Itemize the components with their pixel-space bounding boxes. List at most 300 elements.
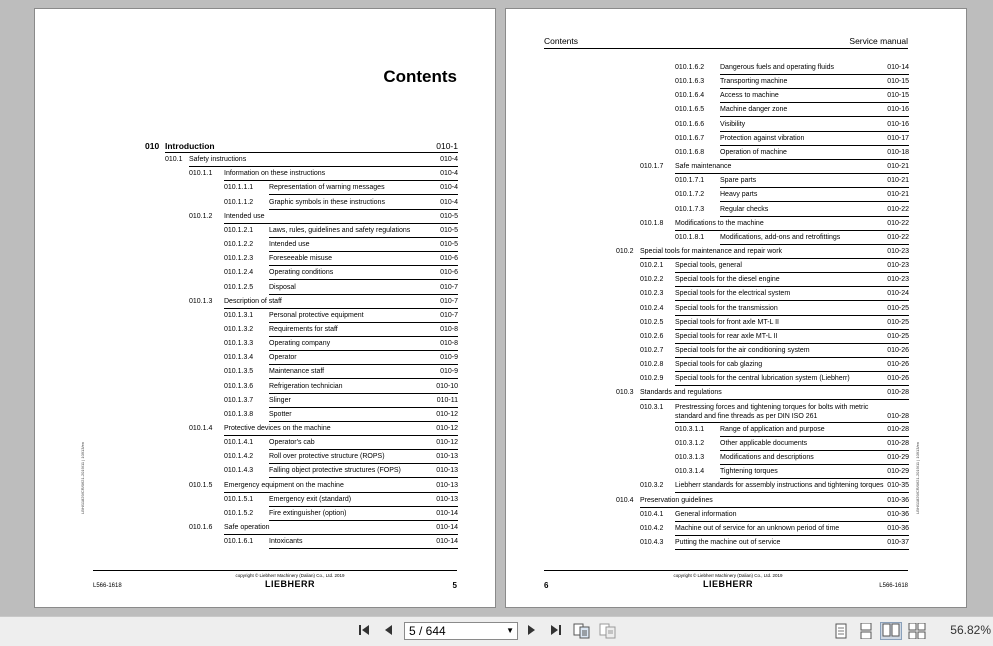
toc-entry[interactable] [675,204,909,218]
toc-entry-page: 010-8 [440,325,458,333]
vertical-note: LBH/11829/CR/0621-2019/11 | 10913/en [80,441,85,514]
toc-entry-number: 010.2.6 [640,332,664,340]
toc-entry-number: 010.1.4.1 [224,439,254,447]
toc-entry-number: 010.1.7 [640,163,664,171]
copyright-text: copyright © Liebherr Machinery (Dalian) Co., Ltd. 2019 [235,573,345,578]
toc-entry-rule [720,232,909,245]
toc-entry[interactable] [675,133,909,147]
toc-entry-title: Spare parts [720,177,757,185]
toc-entry-rule [224,296,458,309]
toc-entry-rule [224,423,458,436]
toc-entry-title: Information on these instructions [224,170,326,178]
toc-entry-number: 010.1.7.1 [675,177,705,185]
toc-entry-rule [269,225,458,238]
toc-entry[interactable] [675,452,909,466]
toc-entry-title: Operating conditions [269,269,334,277]
toc-entry-rule [640,246,909,259]
toc-entry-number: 010.1.6.4 [675,92,705,100]
toc-entry-rule [165,140,458,153]
toc-entry-number: 010.2.7 [640,347,664,354]
toc-entry-page: 010-21 [887,191,909,199]
toc-entry-number: 010.3 [616,389,634,397]
header-contents: Contents [544,36,579,46]
toc-entry-title: Prestressing forces and tightening torques for bolts with metric standard and fine threads as per DIN ISO 261 [675,403,869,420]
toc-entry-number: 010.4.1 [640,510,664,518]
toc-entry-rule [269,338,458,351]
toc-entry-title: Safety instructions [189,156,247,164]
toc-entry[interactable] [640,402,909,424]
toc-entry-page: 010-21 [887,177,909,185]
page-number: 6 [544,581,549,590]
footer-doc-id: L566-1618 [93,583,122,589]
toc-entry[interactable] [224,381,458,395]
toc-entry-number: 010.1.1.2 [224,198,254,206]
toc-entry[interactable] [224,182,458,196]
toc-entry[interactable] [640,161,909,175]
toc-entry-number: 010.1.6.3 [675,78,705,86]
toc-entry-page: 010-26 [887,347,909,354]
toc-entry[interactable] [189,522,458,536]
toc-entry-number: 010.1.3.4 [224,354,254,362]
toc-entry-rule [269,282,458,295]
toc-entry[interactable] [224,465,458,479]
toc-entry-page: 010-12 [436,439,458,447]
toc-entry-page: 010-9 [440,368,458,376]
toc-entry-number: 010.1.1.1 [224,184,254,192]
toc-entry-number: 010.2.5 [640,318,664,326]
toc-entry-number: 010.1.5.1 [224,495,254,503]
toc-entry-page: 010-17 [887,134,909,142]
toc-entry[interactable] [224,282,458,296]
toc-entry-title: Regular checks [720,205,769,213]
liebherr-logo: LIEBHERR [264,579,315,589]
toc-entry-rule [269,366,458,379]
toc-entry-number: 010.1 [165,156,183,164]
toc-entry-title: Operation of machine [720,148,787,156]
toc-entry[interactable] [224,451,458,465]
toc-entry-title: Refrigeration technician [269,382,343,390]
toc-entry-page: 010-14 [436,538,458,546]
toc-entry-page: 010-36 [887,510,909,518]
toc-entry-title: Intoxicants [269,538,303,546]
toc-entry-number: 010.1.6.8 [675,148,705,156]
toc-entry-title: Modifications, add-ons and retrofittings [720,233,841,241]
toc-entry-number: 010.1.3.6 [224,382,254,390]
toc-entry-title: Special tools for front axle MT-L II [675,318,780,326]
toc-entry-title: Visibility [720,120,746,128]
toc-entry-title: Protective devices on the machine [224,425,331,432]
toc-entry-rule [675,288,909,301]
toc-entry-number: 010.1.5.2 [224,509,254,517]
toc-entry-page: 010-28 [887,389,909,397]
toc-entry-rule [269,508,458,521]
toc-entry-number: 010.1.2.5 [224,283,254,291]
toc-entry-title: Disposal [269,283,296,291]
toc-entry-page: 010-22 [887,233,909,241]
toc-entry-title: Description of staff [224,297,282,305]
toc-entry-title: Machine danger zone [720,106,788,114]
toc-entry[interactable] [224,324,458,338]
toc-entry-page: 010-10 [436,382,458,390]
toc-entry[interactable] [675,62,909,76]
toc-entry-number: 010.2.4 [640,304,664,312]
toc-entry-page: 010-4 [440,198,458,206]
toc-entry[interactable] [224,536,458,550]
toc-entry[interactable] [224,197,458,211]
toc-entry-number: 010.1.3.3 [224,340,254,348]
toc-entry-title: Special tools for the diesel engine [675,276,780,284]
toc-entry-title: Foreseeable misuse [269,255,333,263]
page-number-value: 5 / 644 [409,624,446,638]
toc-entry[interactable] [224,409,458,423]
toc-entry-title: Emergency equipment on the machine [224,481,344,489]
toc-entry-title: Special tools for the air conditioning system [675,347,810,354]
toc-entry-rule [675,359,909,372]
toc-entry-title: Laws, rules, guidelines and safety regulations [269,226,411,234]
toc-entry-page: 010-4 [440,156,458,164]
toc-entry-number: 010.1.6.5 [675,106,705,114]
toc-entry[interactable] [640,260,909,274]
toc-entry-title: Special tools for cab glazing [675,361,763,369]
toc-entry-page: 010-16 [887,120,909,128]
toc-entry-rule [675,373,909,386]
toc-entry-title: Liebherr standards for assembly instructions and tightening torques [675,482,884,490]
first-page-icon[interactable] [356,623,374,639]
toc-entry-number: 010.1.6.7 [675,134,705,142]
toc-entry-title: Special tools for the central lubrication system (Liebherr) [675,375,850,383]
toc-entry-title: Safe operation [224,524,270,532]
toc-entry-number: 010.4.2 [640,524,664,532]
toc-entry-title: Emergency exit (standard) [269,495,352,503]
toc-entry-rule [224,211,458,224]
toc-entry-number: 010.1.3.5 [224,368,254,376]
toc-entry-rule [675,218,909,231]
single-page-view-icon[interactable] [832,623,850,639]
toc-entry-title: Slinger [269,396,291,404]
toc-entry-rule [269,352,458,365]
toc-entry-page: 010-15 [887,92,909,100]
toc-entry-number: 010.1.6 [189,524,213,532]
toc-entry-title: Personal protective equipment [269,311,364,319]
toc-entry-page: 010-21 [887,163,909,171]
toc-entry-title: Putting the machine out of service [675,539,781,546]
toc-entry[interactable] [224,225,458,239]
toc-entry[interactable] [675,90,909,104]
toc-entry[interactable] [640,218,909,232]
toc-entry-title: Modifications to the machine [675,219,764,227]
toc-entry-number: 010.2.1 [640,262,664,270]
toc-entry[interactable] [675,232,909,246]
copyright-text: copyright © Liebherr Machinery (Dalian) Co., Ltd. 2019 [673,573,783,578]
toc-entry-title: Spotter [269,410,292,418]
toc-entry-rule [269,536,458,549]
toc-entry-rule [189,154,458,167]
toc-entry[interactable] [640,288,909,302]
toc-entry-number: 010.1.6.6 [675,120,705,128]
toc-entry-rule [720,76,909,89]
toc-entry-number: 010.1.7.3 [675,205,705,213]
toc-entry-title: Special tools for rear axle MT-L II [675,332,778,340]
page-number-select[interactable] [404,622,518,640]
toc-entry[interactable] [640,274,909,288]
toc-entry-page: 010-28 [887,439,909,447]
toc-entry-rule [675,523,909,536]
toc-entry-number: 010.1.6.1 [224,538,254,546]
toc-entry[interactable] [189,211,458,225]
toc-entry[interactable] [224,239,458,253]
contents-title: Contents [383,67,457,86]
toc-entry[interactable] [224,310,458,324]
toc-entry-number: 010.1.5 [189,481,213,489]
toc-entry-page: 010-13 [436,467,458,475]
toc-entry-rule [720,438,909,451]
toc-entry-number: 010.1.8 [640,219,664,227]
toc-entry[interactable] [224,494,458,508]
toc-entry-number: 010.1.3.7 [224,396,254,404]
toc-entry-page: 010-9 [440,354,458,362]
toc-entry-title: Range of application and purpose [720,425,825,433]
toc-entry-number: 010.1.2.3 [224,255,254,263]
toc-entry-page: 010-28 [887,425,909,433]
toc-entry-rule [269,197,458,210]
toc-entry-page: 010-8 [440,340,458,348]
toc-entry-rule [675,509,909,522]
toc-entry-rule [720,147,909,160]
zoom-level[interactable]: 56.82% [950,623,991,637]
toc-entry-number: 010.4 [616,496,634,504]
toc-entry-number: 010.1.2 [189,212,213,220]
toc-entry-title: Intended use [224,212,265,220]
toc-entry-page: 010-22 [887,205,909,213]
toc-entry-number: 010.1.2.4 [224,269,254,277]
footer-rule [544,570,908,571]
toc-entry[interactable] [640,523,909,537]
toc-entry[interactable] [675,76,909,90]
toc-entry-title: Transporting machine [720,78,788,86]
toc-entry-page: 010-4 [440,170,458,178]
toc-entry-rule [224,522,458,535]
toc-entry[interactable] [616,246,909,260]
toc-entry[interactable] [675,466,909,480]
toc-entry-rule [675,345,909,358]
toc-entry-page: 010-12 [436,425,458,432]
toc-entry-page: 010-13 [436,495,458,503]
next-page-icon[interactable] [524,623,540,639]
toc-entry-rule [675,303,909,316]
footer-rule [93,570,457,571]
toc-entry-number: 010.1.8.1 [675,233,705,241]
last-page-icon[interactable] [546,623,564,639]
toc-entry-rule [640,495,909,508]
two-page-continuous-icon[interactable] [907,623,927,639]
liebherr-logo: LIEBHERR [702,579,753,589]
toc-entry-title: Intended use [269,241,310,249]
toc-entry-title: Operating company [269,340,331,348]
toc-entry[interactable] [675,104,909,118]
toc-entry[interactable] [189,480,458,494]
toc-entry-page: 010-12 [436,410,458,418]
toc-entry-number: 010.3.1.1 [675,425,705,433]
toc-entry-page: 010-5 [440,226,458,234]
toc-entry-rule [675,317,909,330]
toc-entry-number: 010.3.1 [640,403,664,411]
toc-left [35,9,495,607]
toc-entry-page: 010-15 [887,78,909,86]
toc-entry[interactable] [675,189,909,203]
toc-entry-rule [720,452,909,465]
toc-entry-rule [720,466,909,479]
toc-entry-number: 010.4.3 [640,539,664,546]
toc-entry-rule [269,381,458,394]
toc-entry-title: Operator's cab [269,439,315,447]
toc-right [506,9,966,607]
toc-entry-page: 010-14 [887,64,909,71]
toc-entry-number: 010.3.2 [640,482,664,490]
toc-entry-page: 010-28 [887,412,909,420]
toc-entry[interactable] [224,338,458,352]
toc-entry-title: Fire extinguisher (option) [269,509,347,517]
toc-entry-title: Dangerous fuels and operating fluids [720,64,835,71]
toc-entry-page: 010-16 [887,106,909,114]
toc-entry-page: 010-6 [440,255,458,263]
toc-entry-page: 010-14 [436,509,458,517]
toc-entry-rule [269,267,458,280]
toc-entry[interactable] [616,387,909,401]
toc-entry-page: 010-26 [887,361,909,369]
paste-pages-icon[interactable] [598,623,618,639]
toc-entry-rule [675,402,909,423]
viewer-toolbar [0,616,993,646]
toc-entry-page: 010-23 [887,276,909,284]
header-service-manual: Service manual [849,36,908,46]
toc-entry[interactable] [224,253,458,267]
toc-entry[interactable] [224,267,458,281]
toc-entry-rule [720,204,909,217]
toc-entry-page: 010-13 [436,453,458,461]
toc-entry[interactable] [189,296,458,310]
toc-entry[interactable] [640,373,909,387]
toc-entry-page: 010-37 [887,539,909,546]
toc-entry-rule [269,310,458,323]
toc-entry-number: 010.1.3.1 [224,311,254,319]
toc-entry[interactable] [640,303,909,317]
toc-entry-page: 010-25 [887,318,909,326]
toc-entry-number: 010.3.1.4 [675,468,705,476]
toc-entry-title: Heavy parts [720,191,758,199]
toc-entry-title: Access to machine [720,92,779,100]
toc-entry-rule [269,451,458,464]
toc-entry-rule [675,331,909,344]
toc-entry[interactable] [640,345,909,359]
toc-entry-rule [720,424,909,437]
toc-entry-title: Other applicable documents [720,439,808,447]
toc-entry-page: 010-6 [440,269,458,277]
toc-entry-number: 010.1.3.2 [224,325,254,333]
toc-entry-page: 010-26 [887,375,909,383]
toc-entry[interactable] [675,147,909,161]
toc-entry-page: 010-35 [887,482,909,490]
toc-entry-page: 010-36 [887,496,909,504]
toc-entry[interactable] [145,140,458,154]
footer-doc-id: L566-1618 [879,583,908,589]
toc-entry[interactable] [675,424,909,438]
toc-entry-rule [269,395,458,408]
chevron-down-icon: ▼ [506,626,514,635]
vertical-note: LBH/11829/CR/0621-2019/11 | 10913/en [915,441,920,514]
toc-entry-rule [720,90,909,103]
toc-entry[interactable] [616,495,909,509]
toc-entry[interactable] [675,438,909,452]
toc-entry-rule [675,537,909,550]
toc-entry-number: 010.2.9 [640,375,664,383]
toc-entry-rule [269,324,458,337]
toc-entry-number: 010.1.7.2 [675,191,705,199]
toc-entry-title: Roll over protective structure (ROPS) [269,453,385,461]
toc-entry[interactable] [224,395,458,409]
toc-entry[interactable] [640,359,909,373]
toc-entry[interactable] [640,331,909,345]
toc-entry[interactable] [675,175,909,189]
previous-page-icon[interactable] [380,623,396,639]
toc-entry-rule [675,480,909,493]
toc-entry-number: 010 [145,141,160,151]
toc-entry-page: 010-4 [440,184,458,192]
toc-entry[interactable] [224,508,458,522]
toc-entry[interactable] [640,509,909,523]
toc-entry[interactable] [640,317,909,331]
toc-entry-title: Protection against vibration [720,134,805,142]
toc-entry-title: Operator [269,354,297,362]
toc-entry-rule [269,239,458,252]
toc-entry[interactable] [189,423,458,437]
toc-entry[interactable] [224,437,458,451]
toc-entry-number: 010.1.3.8 [224,410,254,418]
toc-entry-page: 010-29 [887,454,909,462]
toc-entry[interactable] [675,119,909,133]
toc-entry-page: 010-7 [440,311,458,319]
toc-entry-rule [640,387,909,400]
toc-entry-number: 010.1.4 [189,425,213,432]
toc-entry[interactable] [165,154,458,168]
left-document-page [34,8,496,608]
two-page-view-icon[interactable] [880,622,902,640]
toc-entry-page: 010-22 [887,219,909,227]
toc-entry-number: 010.1.4.2 [224,453,254,461]
toc-entry-title: Representation of warning messages [269,184,385,192]
toc-entry-rule [224,480,458,493]
toc-entry-page: 010-7 [440,297,458,305]
toc-entry-page: 010-5 [440,212,458,220]
toc-entry-number: 010.2 [616,247,634,255]
toc-entry[interactable] [640,480,909,494]
right-document-page [505,8,967,608]
toc-entry-number: 010.2.2 [640,276,664,284]
toc-entry[interactable] [224,366,458,380]
continuous-view-icon[interactable] [857,623,875,639]
toc-entry-rule [269,437,458,450]
toc-entry[interactable] [189,168,458,182]
toc-entry-page: 010-18 [887,148,909,156]
toc-entry[interactable] [224,352,458,366]
toc-entry-rule [269,494,458,507]
copy-pages-icon[interactable] [572,623,592,639]
toc-entry-rule [269,465,458,478]
toc-entry-number: 010.1.2.1 [224,226,254,234]
toc-entry[interactable] [640,537,909,551]
toc-entry-page: 010-11 [436,396,458,404]
toc-entry-page: 010-24 [887,290,909,298]
toc-entry-rule [675,260,909,273]
